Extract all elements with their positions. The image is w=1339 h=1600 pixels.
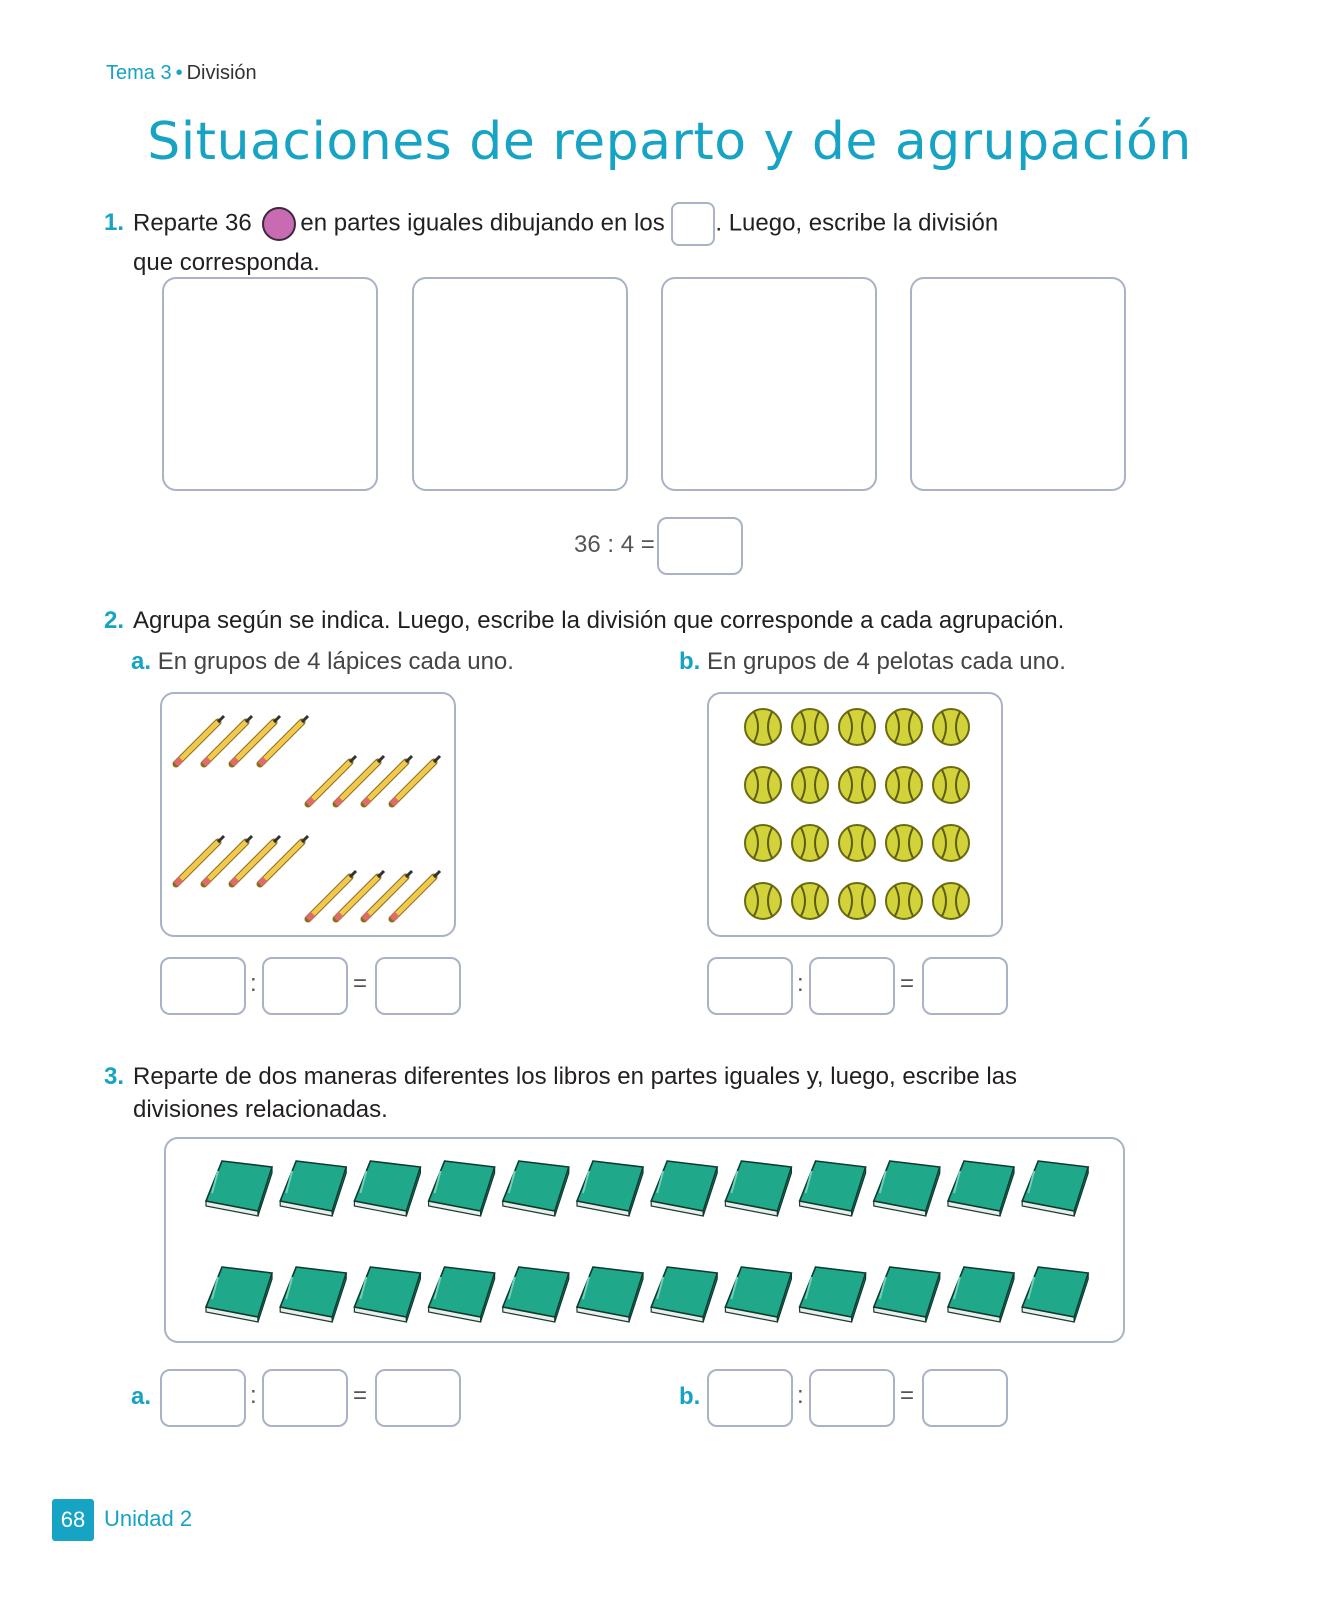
book-icon: [577, 1161, 643, 1216]
tennis-ball-icon: [839, 709, 875, 745]
book-icon: [725, 1267, 791, 1322]
question-1-text-c: . Luego, escribe la división: [715, 209, 999, 237]
tennis-ball-icon: [792, 883, 828, 919]
book-icon: [503, 1267, 569, 1322]
q2-b-label: [679, 648, 1066, 676]
book-icon: [503, 1161, 569, 1216]
counter-circle-icon: [262, 207, 296, 241]
book-icon: [206, 1161, 272, 1216]
q2-a-letter: a.: [131, 648, 152, 675]
q2b-div-sign: :: [797, 970, 804, 997]
book-icon: [651, 1267, 717, 1322]
q2a-div-sign: :: [250, 970, 257, 997]
pencil-group-3: [176, 836, 308, 884]
pencils-illustration: [162, 694, 454, 935]
question-3-number: 3.: [104, 1063, 125, 1090]
tennis-ball-icon: [792, 825, 828, 861]
q3b-dividend-box[interactable]: [707, 1369, 793, 1427]
tennis-ball-icon: [839, 883, 875, 919]
question-2-text: Agrupa según se indica. Luego, escribe la división que corresponde a cada agrupación.: [133, 607, 1065, 634]
balls-box: [707, 692, 1003, 937]
q3a-div-sign: :: [250, 1382, 257, 1409]
pencil-group-1: [176, 716, 308, 764]
q3b-divisor-box[interactable]: [809, 1369, 895, 1427]
unit-label: Unidad 2: [104, 1506, 193, 1531]
q3-a-letter: a.: [131, 1383, 152, 1410]
q3b-eq-sign: =: [900, 1382, 915, 1409]
book-icon: [874, 1161, 940, 1216]
book-icon: [280, 1267, 346, 1322]
q2-a-label: [131, 648, 514, 676]
tennis-ball-icon: [745, 709, 781, 745]
tennis-ball-icon: [886, 709, 922, 745]
question-3-text-a: Reparte de dos maneras diferentes los libros en partes iguales y, luego, escribe las: [133, 1063, 1018, 1090]
topic-label: División: [186, 62, 257, 84]
tennis-ball-icon: [886, 825, 922, 861]
q3a-divisor-box[interactable]: [262, 1369, 348, 1427]
question-1-text-a: Reparte 36: [133, 209, 252, 237]
answer-box-q1[interactable]: [657, 517, 743, 575]
question-3: [104, 1060, 1204, 1126]
book-icon: [429, 1161, 495, 1216]
book-icon: [725, 1161, 791, 1216]
tema-label: Tema 3: [106, 62, 172, 84]
pencil-group-2: [308, 756, 440, 804]
q3a-quotient-box[interactable]: [375, 1369, 461, 1427]
q2a-divisor-box[interactable]: [262, 957, 348, 1015]
book-icon: [800, 1267, 866, 1322]
tennis-ball-icon: [745, 825, 781, 861]
question-2-number: 2.: [104, 607, 125, 634]
separator-dot: •: [175, 62, 183, 84]
page-title: Situaciones de reparto y de agrupación: [147, 112, 1192, 172]
q3-b-letter: b.: [679, 1383, 701, 1410]
q2a-dividend-box[interactable]: [160, 957, 246, 1015]
q2b-dividend-box[interactable]: [707, 957, 793, 1015]
book-icon: [948, 1161, 1014, 1216]
breadcrumb: [106, 62, 257, 85]
q3a-eq-sign: =: [353, 1382, 368, 1409]
tennis-ball-icon: [839, 767, 875, 803]
question-1-text-d: que corresponda.: [133, 249, 320, 276]
drawing-box-icon: [671, 202, 715, 246]
q2a-eq-sign: =: [353, 970, 368, 997]
tennis-ball-icon: [745, 883, 781, 919]
tennis-ball-icon: [933, 767, 969, 803]
tennis-ball-icon: [933, 825, 969, 861]
book-icon: [280, 1161, 346, 1216]
question-3-text-b: divisiones relacionadas.: [133, 1096, 388, 1123]
q3a-dividend-box[interactable]: [160, 1369, 246, 1427]
book-icon: [1022, 1161, 1088, 1216]
book-icon: [874, 1267, 940, 1322]
tennis-balls-illustration: [709, 694, 1001, 935]
tennis-ball-icon: [792, 709, 828, 745]
drawing-box-3[interactable]: [661, 277, 877, 491]
tennis-ball-icon: [933, 883, 969, 919]
tennis-ball-icon: [792, 767, 828, 803]
drawing-box-2[interactable]: [412, 277, 628, 491]
book-icon: [354, 1267, 420, 1322]
question-1-number: 1.: [104, 209, 125, 237]
q2a-quotient-box[interactable]: [375, 957, 461, 1015]
q2b-eq-sign: =: [900, 970, 915, 997]
tennis-ball-icon: [839, 825, 875, 861]
q3b-div-sign: :: [797, 1382, 804, 1409]
q2-b-letter: b.: [679, 648, 701, 675]
books-illustration: [166, 1139, 1123, 1341]
q3b-quotient-box[interactable]: [922, 1369, 1008, 1427]
q2-a-text: En grupos de 4 lápices cada uno.: [157, 648, 514, 675]
drawing-box-4[interactable]: [910, 277, 1126, 491]
question-1-text-b: en partes iguales dibujando en los: [300, 209, 665, 237]
tennis-ball-icon: [886, 883, 922, 919]
books-box: [164, 1137, 1125, 1343]
pencil-group-4: [308, 871, 440, 919]
book-icon: [206, 1267, 272, 1322]
equation-36-div-4: 36 : 4 =: [574, 531, 655, 558]
tennis-ball-icon: [745, 767, 781, 803]
q2b-quotient-box[interactable]: [922, 957, 1008, 1015]
book-icon: [429, 1267, 495, 1322]
page-number: 68: [52, 1499, 94, 1541]
q2-b-text: En grupos de 4 pelotas cada uno.: [707, 648, 1066, 675]
book-icon: [577, 1267, 643, 1322]
tennis-ball-icon: [933, 709, 969, 745]
drawing-box-1[interactable]: [162, 277, 378, 491]
book-icon: [1022, 1267, 1088, 1322]
tennis-ball-icon: [886, 767, 922, 803]
q2b-divisor-box[interactable]: [809, 957, 895, 1015]
book-icon: [354, 1161, 420, 1216]
question-1: [104, 202, 1104, 279]
book-icon: [651, 1161, 717, 1216]
question-2: [104, 604, 1204, 637]
pencils-box: [160, 692, 456, 937]
book-icon: [800, 1161, 866, 1216]
book-icon: [948, 1267, 1014, 1322]
